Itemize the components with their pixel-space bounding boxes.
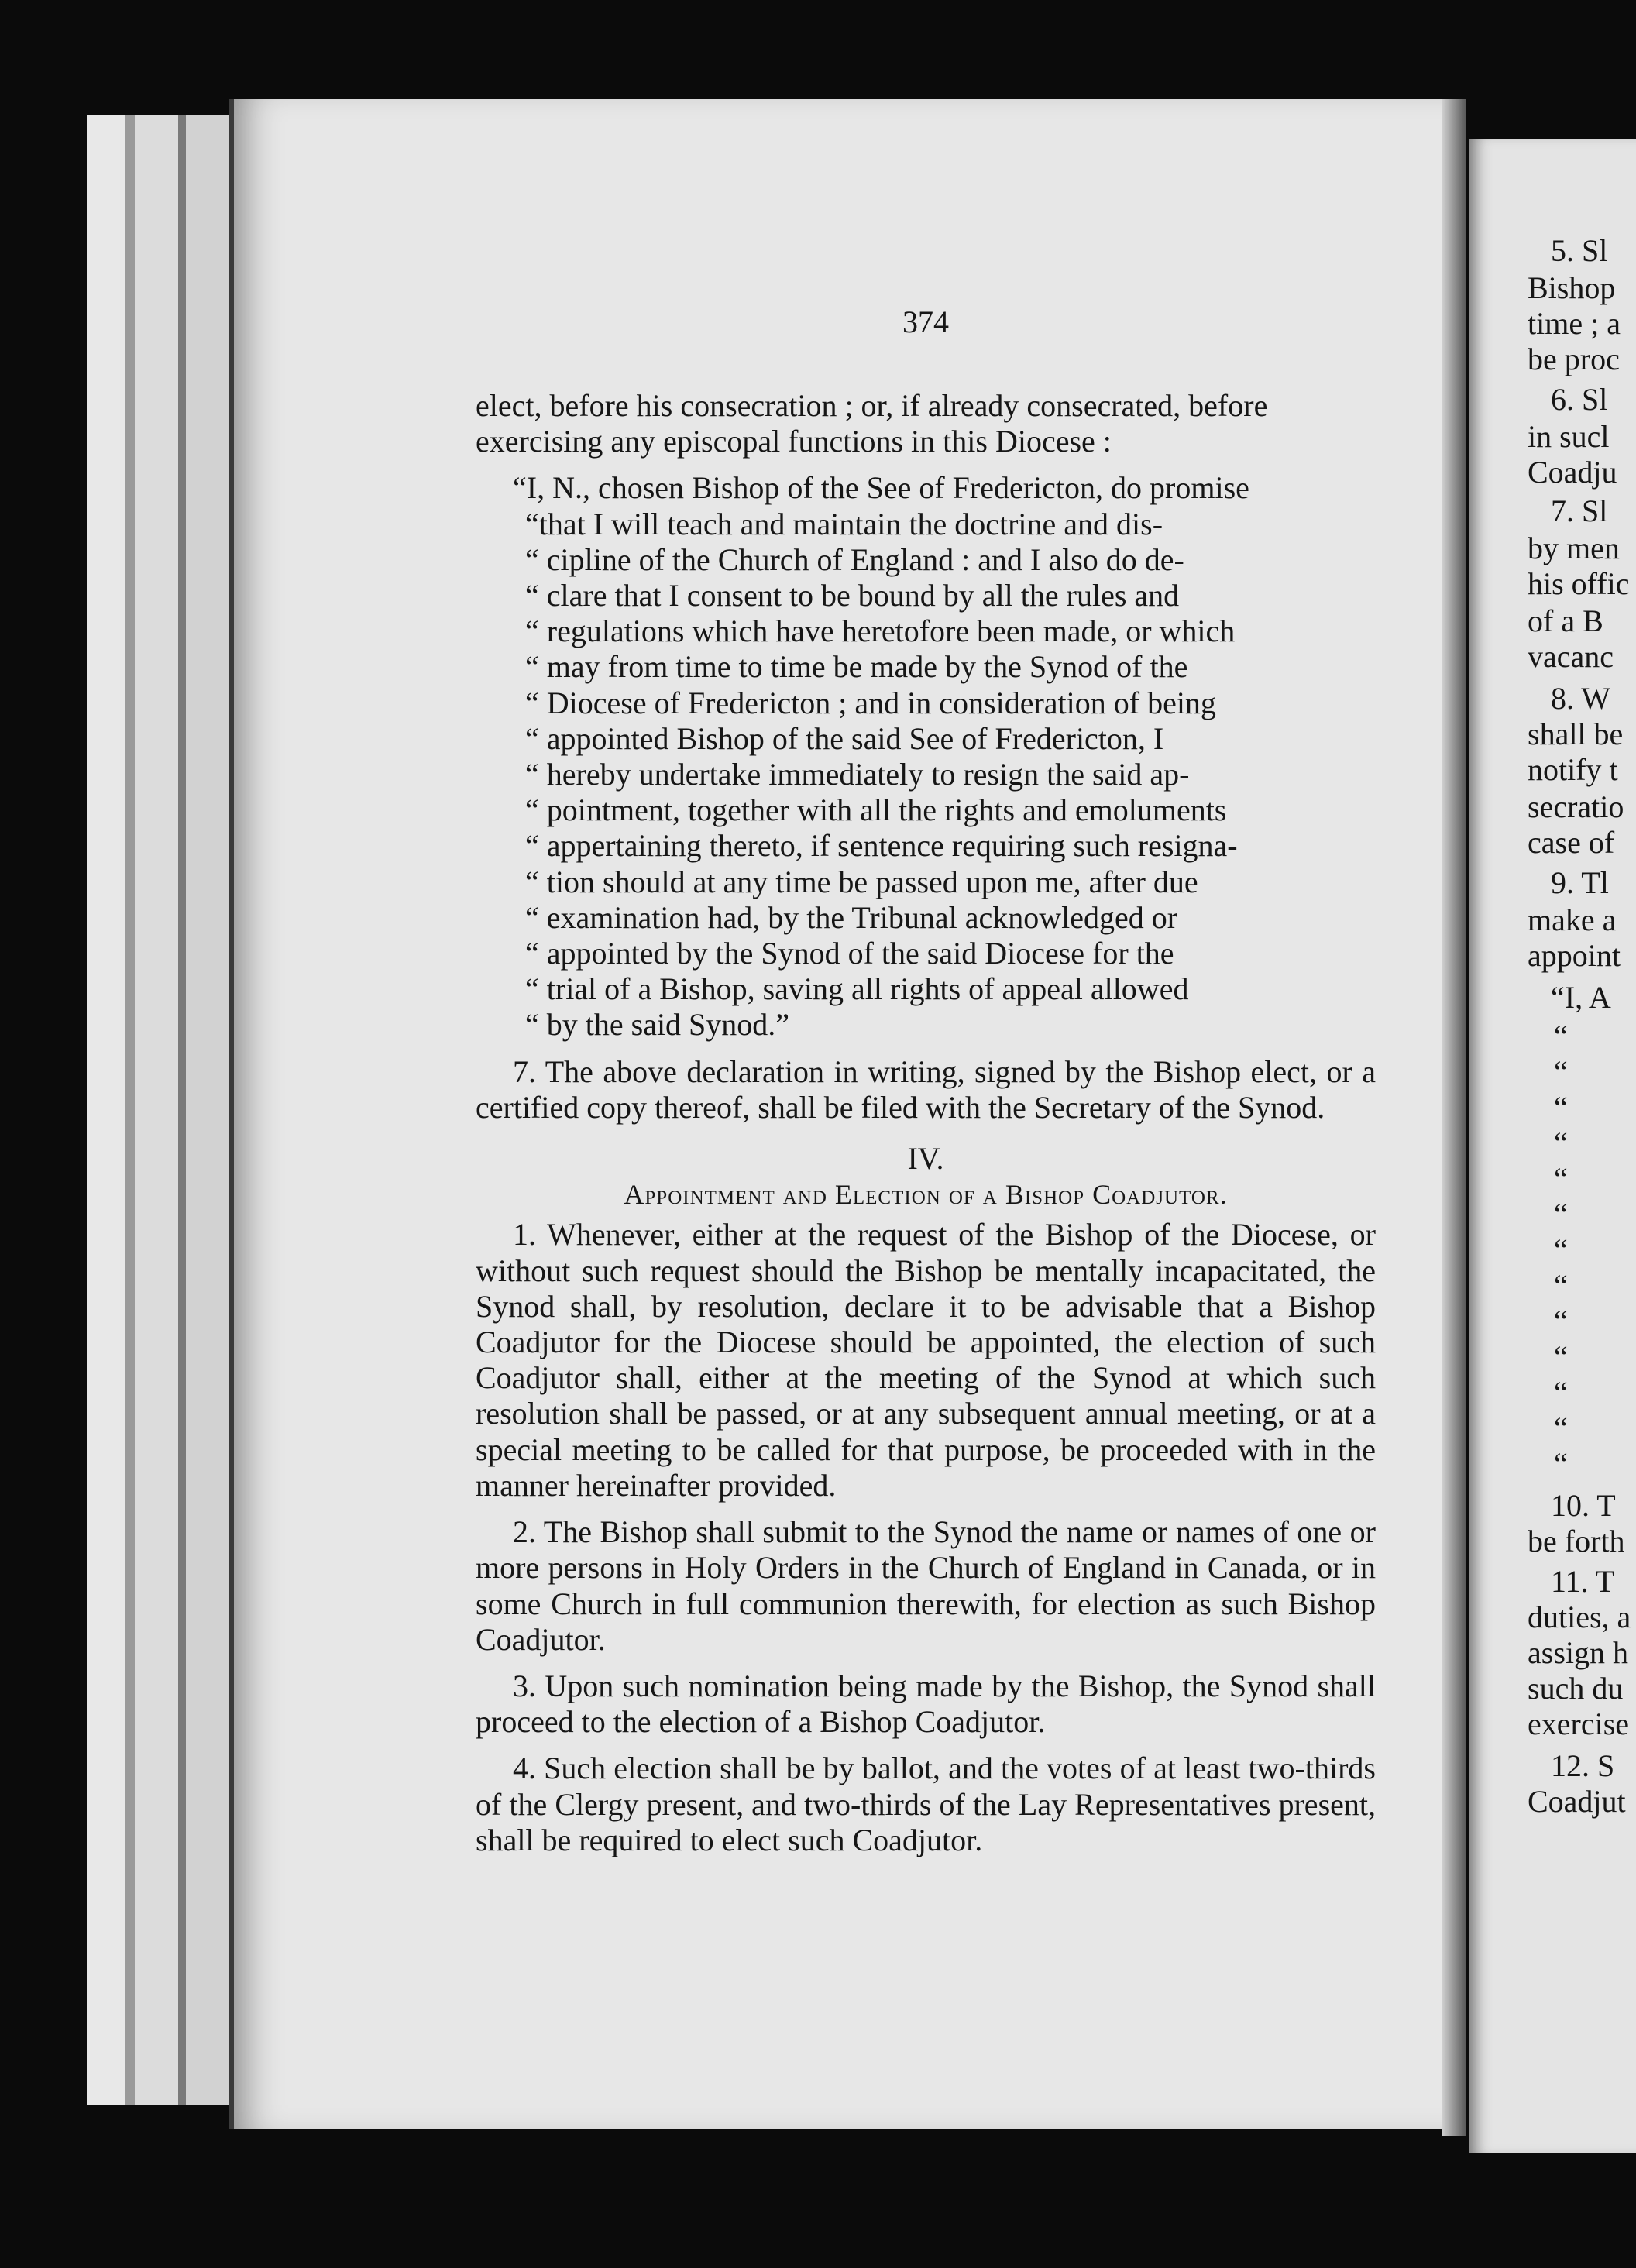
quote-line: “ hereby undertake immediately to resign the said ap- <box>525 757 1190 792</box>
right-page-line: Coadjut <box>1528 1784 1626 1819</box>
right-page-line: duties, a <box>1528 1600 1631 1634</box>
intro-line-2: exercising any episcopal functions in this Diocese : <box>476 424 1112 459</box>
right-page-line: be proc <box>1528 342 1620 376</box>
quote-line: “ cipline of the Church of England : and I also do de- <box>525 541 1184 577</box>
right-page-line: by men <box>1528 531 1620 565</box>
quote-line: “ Diocese of Fredericton ; and in consideration of being <box>525 685 1216 720</box>
paragraph-1: 1. Whenever, either at the request of the Bishop of the Diocese, or without such request should the Bishop be mentally incapacitated, the Synod shall, by resolution, declare it to be advisable that a Bishop Coadjutor for the Diocese should be appointed, the election of such Coadjutor shall, either at the meeting of the Synod at which such resolution shall be passed, or at any subsequent annual meeting, or at a special meeting to be called for that purpose, be proceeded with in the manner hereinafter provided. <box>476 1217 1376 1503</box>
right-page-line: of a B <box>1528 603 1603 638</box>
right-page-line: “ <box>1554 1232 1568 1267</box>
quote-line: “I, N., chosen Bishop of the See of Fredericton, do promise <box>513 470 1249 506</box>
book-gutter <box>1442 99 1466 2136</box>
right-page-line: 10. T <box>1551 1488 1616 1523</box>
right-page-line: Coadju <box>1528 455 1617 490</box>
right-page <box>1469 139 1636 2153</box>
paragraph-3: 3. Upon such nomination being made by the Bishop, the Synod shall proceed to the election of a Bishop Coadjutor. <box>476 1668 1376 1740</box>
paragraph-4: 4. Such election shall be by ballot, and the votes of at least two-thirds of the Clergy present, and two-thirds of the Lay Representatives present, shall be required to elect such Coadjutor. <box>476 1751 1376 1857</box>
right-page-line: 11. T <box>1551 1564 1615 1599</box>
right-page-line: such du <box>1528 1671 1624 1706</box>
quote-line: “ pointment, together with all the rights and emoluments <box>525 792 1227 828</box>
right-page-line: assign h <box>1528 1635 1628 1670</box>
right-page-line: “ <box>1554 1339 1568 1374</box>
right-page-line: 7. Sl <box>1551 493 1608 528</box>
right-page-line: 9. Tl <box>1551 865 1609 900</box>
right-page-line: appoint <box>1528 938 1621 973</box>
right-page-line: 6. Sl <box>1551 382 1608 417</box>
right-page-line: “ <box>1554 1161 1568 1196</box>
right-page-line: “ <box>1554 1125 1568 1160</box>
page-content <box>476 306 1376 1858</box>
right-page-line: “ <box>1554 1411 1568 1445</box>
right-page-line: 5. Sl <box>1551 233 1608 268</box>
right-page-line: vacanc <box>1528 639 1614 674</box>
right-page-line: “ <box>1554 1197 1568 1232</box>
quote-line: “that I will teach and maintain the doctrine and dis- <box>525 506 1163 541</box>
quote-line: “ trial of a Bishop, saving all rights of appeal allowed <box>525 971 1189 1007</box>
quote-line: “ tion should at any time be passed upon me, after due <box>525 864 1198 899</box>
right-page-line: notify t <box>1528 752 1618 787</box>
right-page-line: “ <box>1554 1019 1568 1053</box>
right-page-line: “ <box>1554 1375 1568 1410</box>
right-page-line: Bishop <box>1528 270 1616 305</box>
declaration-quote <box>476 470 1376 1043</box>
right-page-line: his offic <box>1528 566 1630 601</box>
quote-line: “ appertaining thereto, if sentence requiring such resigna- <box>525 828 1238 864</box>
right-page-line: “ <box>1554 1268 1568 1303</box>
right-page-line: 12. S <box>1551 1748 1615 1783</box>
paragraph-7: 7. The above declaration in writing, signed by the Bishop elect, or a certified copy thereof, shall be filed with the Secretary of the Synod. <box>476 1053 1376 1125</box>
right-page-line: make a <box>1528 902 1617 937</box>
intro-line-1: elect, before his consecration ; or, if already consecrated, before <box>476 388 1268 423</box>
quote-line: “ regulations which have heretofore been made, or which <box>525 613 1236 649</box>
right-page-line: “ <box>1554 1446 1568 1481</box>
right-page-line: in sucl <box>1528 419 1610 454</box>
page-stack <box>87 115 229 2105</box>
quote-line: “ may from time to time be made by the Synod of the <box>525 649 1188 685</box>
right-page-line: be forth <box>1528 1524 1625 1558</box>
quote-line: “ appointed Bishop of the said See of Fredericton, I <box>525 720 1164 756</box>
quote-line: “ appointed by the Synod of the said Diocese for the <box>525 936 1174 971</box>
right-page-line: “ <box>1554 1304 1568 1338</box>
right-page-line: “ <box>1554 1054 1568 1089</box>
section-number: IV. <box>907 1141 944 1177</box>
quote-line: “ by the said Synod.” <box>525 1007 790 1043</box>
right-page-line: case of <box>1528 825 1615 860</box>
right-page-line: 8. W <box>1551 681 1611 716</box>
right-page-line: “ <box>1554 1090 1568 1125</box>
paragraph-2: 2. The Bishop shall submit to the Synod the name or names of one or more persons in Holy Orders in the Church of England in Canada, or in some Church in full communion therewith, for election as such Bishop Coadjutor. <box>476 1514 1376 1657</box>
right-page-line: time ; a <box>1528 306 1621 341</box>
right-page-line: “I, A <box>1551 980 1611 1015</box>
section-title: Appointment and Election of a Bishop Coadjutor. <box>624 1179 1228 1211</box>
right-page-line: exercise <box>1528 1706 1630 1741</box>
quote-line: “ clare that I consent to be bound by all the rules and <box>525 578 1180 613</box>
right-page-line: secratio <box>1528 789 1624 824</box>
right-page-line: shall be <box>1528 716 1624 751</box>
quote-line: “ examination had, by the Tribunal acknowledged or <box>525 899 1178 935</box>
page-number: 374 <box>902 304 949 339</box>
